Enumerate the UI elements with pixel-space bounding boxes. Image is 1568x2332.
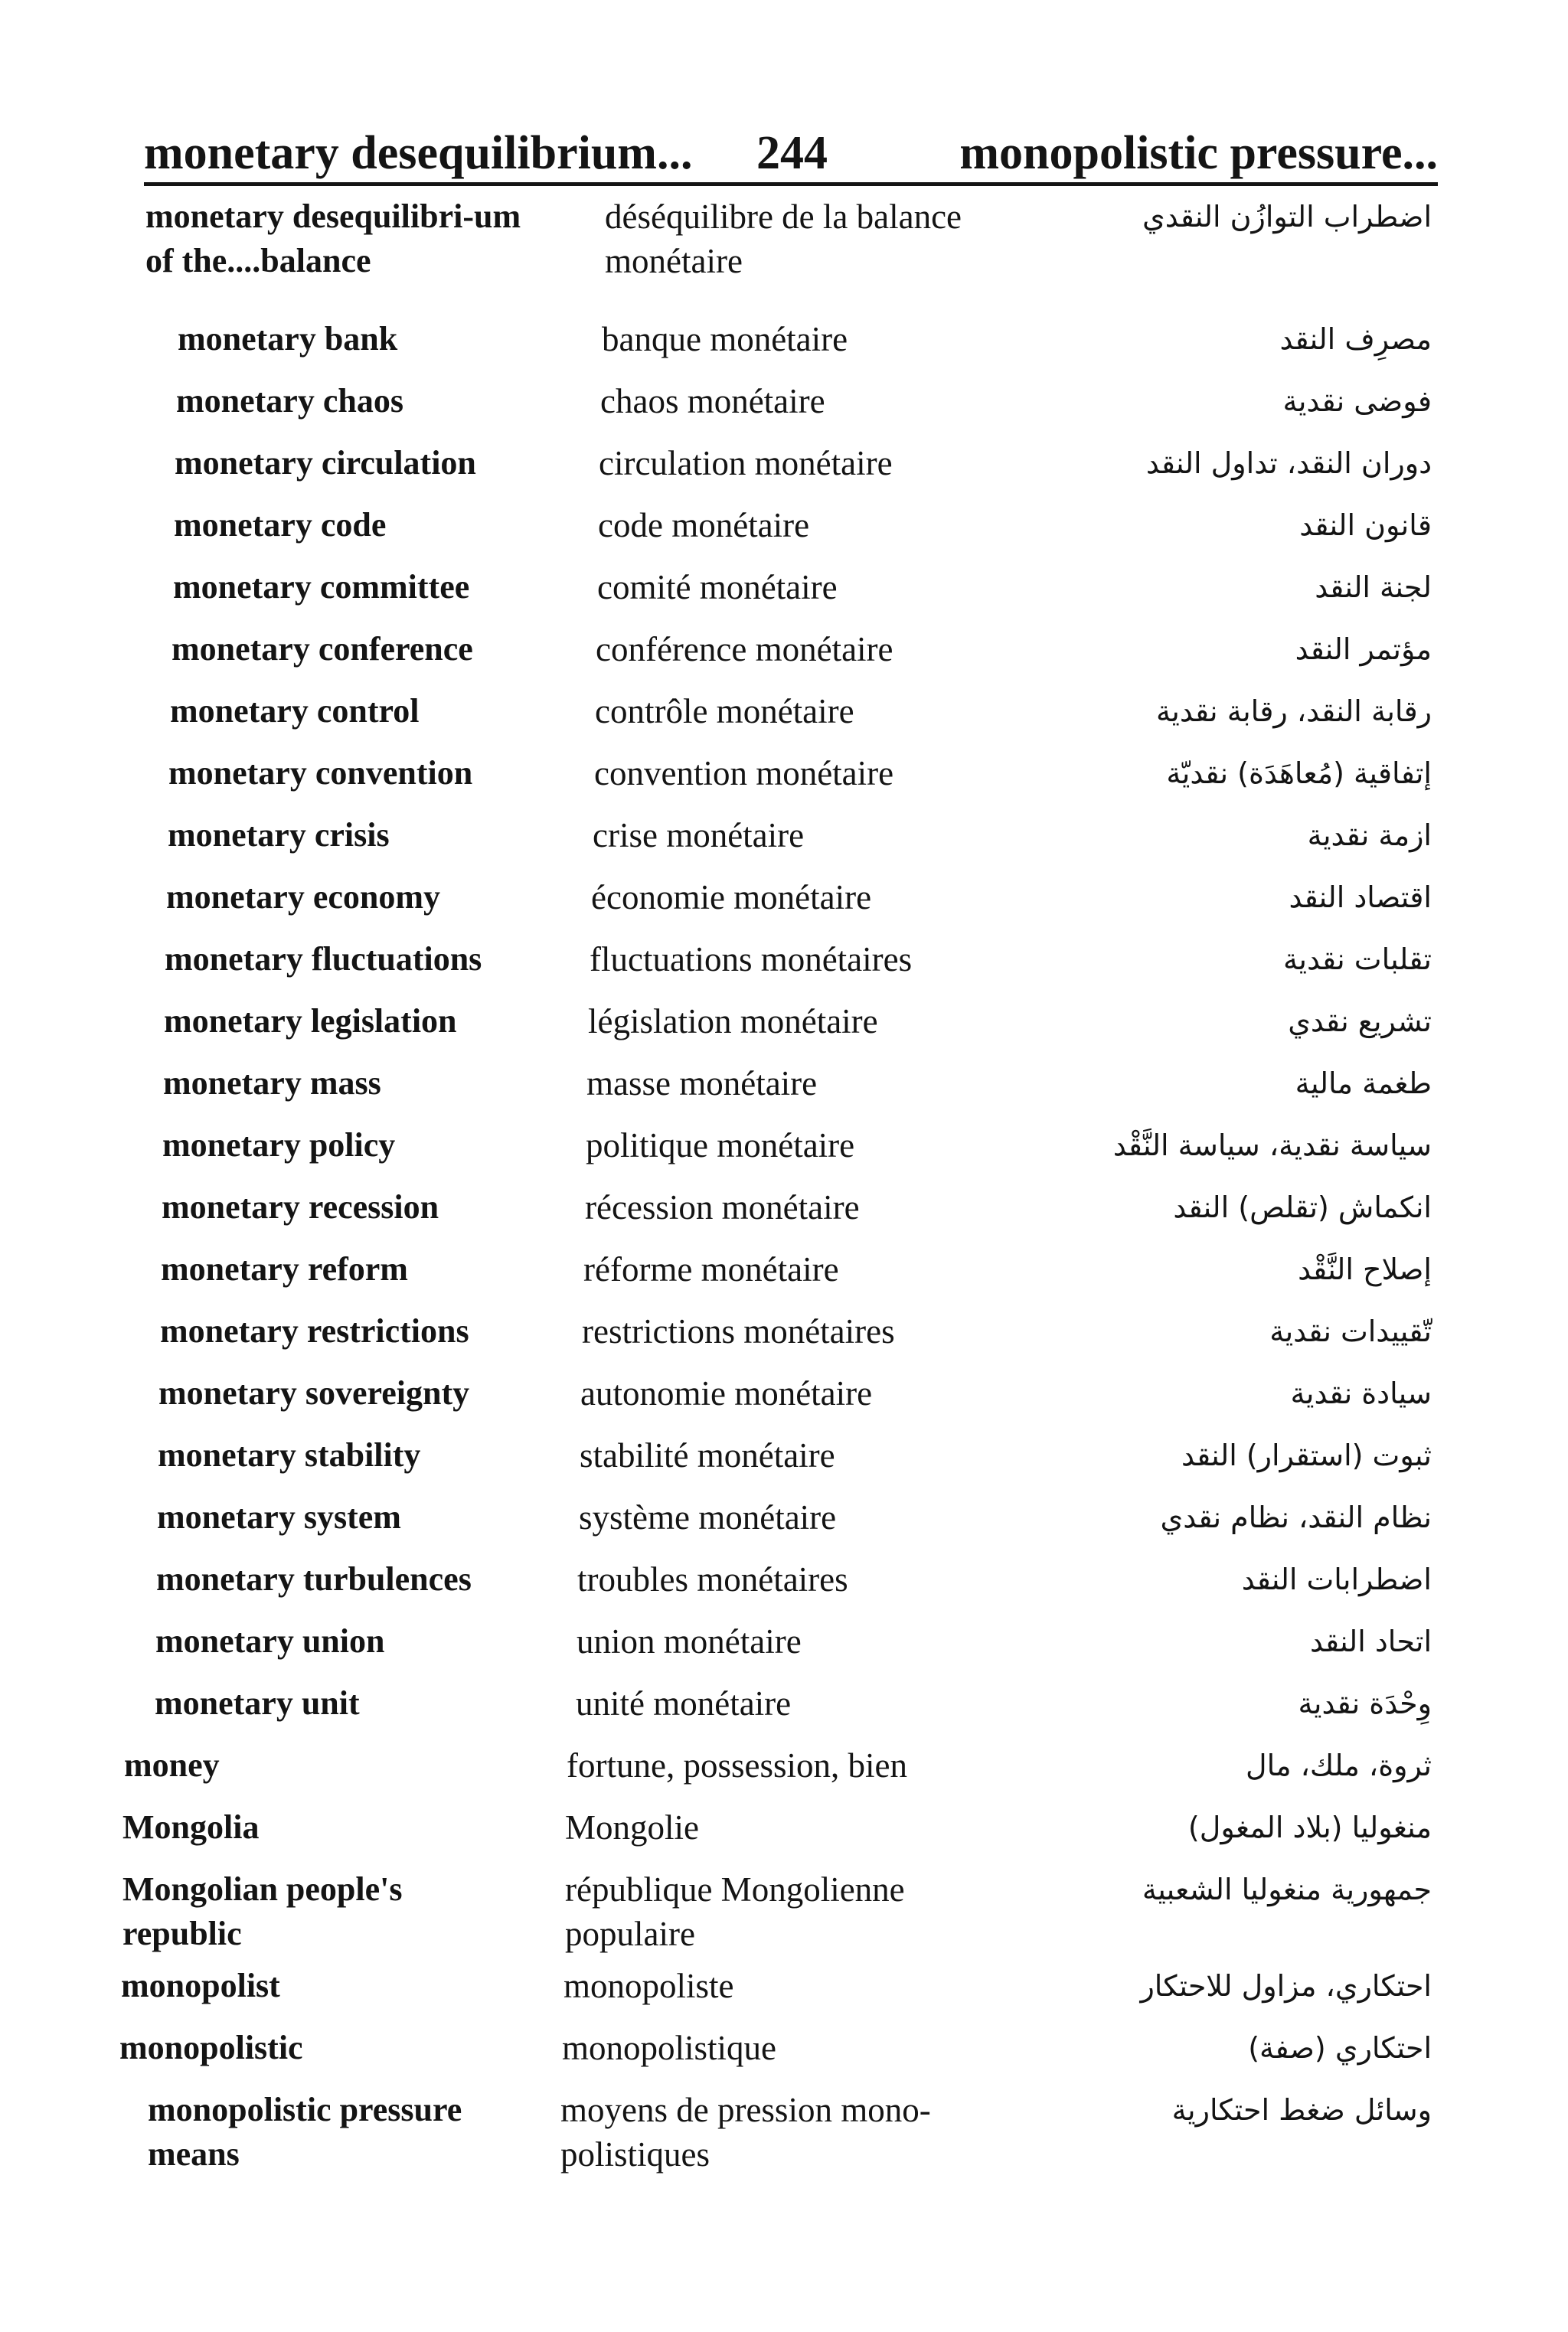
english-term: monopolistic <box>119 2029 303 2066</box>
arabic-term: اضطرابات النقد <box>1241 1563 1432 1596</box>
french-term: contrôle monétaire <box>595 692 854 730</box>
english-term: monetary bank <box>178 320 398 358</box>
french-term: banque monétaire <box>602 320 848 358</box>
arabic-term: سياسة نقدية، سياسة النَّقْد <box>1112 1128 1432 1162</box>
english-term: monetary circulation <box>175 444 476 482</box>
arabic-term: اضطراب التوازُن النقدي <box>1142 200 1432 234</box>
arabic-term: اتحاد النقد <box>1309 1625 1432 1658</box>
list-item <box>0 1360 1568 1422</box>
french-term: conférence monétaire <box>596 630 893 668</box>
french-term: code monétaire <box>598 506 810 544</box>
french-term: fortune, possession, bien <box>567 1746 907 1785</box>
list-item <box>0 2077 1568 2174</box>
french-term: système monétaire <box>579 1498 837 1537</box>
english-term: monetary sovereignty <box>158 1374 470 1412</box>
list-item <box>0 926 1568 988</box>
arabic-term: مصرِف النقد <box>1279 322 1432 356</box>
list-item <box>0 1547 1568 1609</box>
french-term: économie monétaire <box>591 878 872 916</box>
running-header <box>144 122 1438 186</box>
list-item <box>0 740 1568 802</box>
arabic-term: ثروة، ملك، مال <box>1246 1749 1432 1782</box>
list-item <box>0 1174 1568 1236</box>
french-term: réforme monétaire <box>583 1250 839 1288</box>
french-term: unité monétaire <box>576 1684 792 1723</box>
french-term: législation monétaire <box>588 1002 878 1040</box>
arabic-term: ثبوت (استقرار) النقد <box>1181 1439 1432 1472</box>
arabic-term: إصلاح النَّقْد <box>1298 1253 1432 1286</box>
french-term: comité monétaire <box>597 568 838 606</box>
english-term: monetary control <box>170 692 420 730</box>
list-item <box>0 1422 1568 1484</box>
arabic-term: منغوليا (بلاد المغول) <box>1187 1811 1432 1844</box>
french-term: union monétaire <box>577 1622 802 1661</box>
french-term: monopoliste <box>564 1967 734 2005</box>
english-term: monopolist <box>121 1967 280 2004</box>
header-first-entry: monetary desequilibrium... <box>144 127 693 179</box>
list-item <box>0 368 1568 430</box>
header-last-entry: monopolistic pressure... <box>959 127 1438 179</box>
arabic-term: إتفاقية (مُعاهَدَة) نقديّة <box>1166 756 1432 790</box>
list-item <box>0 1484 1568 1547</box>
arabic-term: وِحْدَة نقدية <box>1298 1687 1432 1720</box>
arabic-term: رقابة النقد، رقابة نقدية <box>1155 694 1432 728</box>
english-term: Mongolian people's republic <box>122 1870 403 1952</box>
list-item <box>0 2015 1568 2077</box>
english-term: monetary legislation <box>164 1002 457 1040</box>
list-item <box>0 1609 1568 1671</box>
french-term: restrictions monétaires <box>582 1312 895 1351</box>
english-term: monetary desequilibri-um of the....balance <box>145 198 521 279</box>
french-term: politique monétaire <box>586 1126 855 1164</box>
dictionary-entries <box>0 184 1568 2174</box>
arabic-term: احتكاري، مزاول للاحتكار <box>1140 1969 1432 2003</box>
arabic-term: انكماش (تقلص) النقد <box>1173 1190 1432 1224</box>
arabic-term: تشريع نقدي <box>1288 1004 1432 1038</box>
list-item <box>0 1733 1568 1795</box>
french-term: convention monétaire <box>594 754 894 792</box>
french-term: stabilité monétaire <box>580 1436 835 1475</box>
list-item <box>0 864 1568 926</box>
list-item <box>0 1112 1568 1174</box>
arabic-term: طغمة مالية <box>1295 1066 1432 1100</box>
arabic-term: دوران النقد، تداول النقد <box>1145 446 1432 480</box>
english-term: monetary union <box>155 1622 385 1660</box>
english-term: monetary recession <box>162 1188 439 1226</box>
arabic-term: احتكاري (صفة) <box>1248 2031 1432 2065</box>
english-term: Mongolia <box>122 1808 260 1846</box>
list-item <box>0 306 1568 368</box>
list-item <box>0 1236 1568 1298</box>
list-item <box>0 430 1568 492</box>
french-term: troubles monétaires <box>577 1560 848 1599</box>
list-item <box>0 678 1568 740</box>
french-term: autonomie monétaire <box>580 1374 873 1413</box>
french-term: moyens de pression mono-polistiques <box>560 2091 931 2174</box>
french-term: monopolistique <box>562 2029 776 2067</box>
list-item <box>0 1050 1568 1112</box>
list-item <box>0 1298 1568 1360</box>
page-number: 244 <box>756 127 828 179</box>
english-term: monetary convention <box>168 754 473 792</box>
arabic-term: تقلبات نقدية <box>1283 942 1432 976</box>
french-term: récession monétaire <box>585 1188 860 1226</box>
arabic-term: تّقييدات نقدية <box>1269 1315 1432 1348</box>
english-term: monetary code <box>174 506 387 544</box>
english-term: monetary fluctuations <box>165 940 482 978</box>
english-term: monetary turbulences <box>156 1560 472 1598</box>
list-item <box>0 1795 1568 1857</box>
arabic-term: ازمة نقدية <box>1307 818 1432 852</box>
english-term: monetary restrictions <box>160 1312 469 1350</box>
english-term: monetary stability <box>158 1436 421 1474</box>
arabic-term: نظام النقد، نظام نقدي <box>1160 1501 1432 1534</box>
english-term: monetary chaos <box>176 382 403 420</box>
english-term: monetary committee <box>173 568 470 606</box>
french-term: république Mongolienne populaire <box>565 1870 905 1953</box>
french-term: circulation monétaire <box>599 444 893 482</box>
list-item <box>0 492 1568 554</box>
arabic-term: اقتصاد النقد <box>1289 880 1432 914</box>
arabic-term: جمهورية منغوليا الشعبية <box>1142 1873 1432 1906</box>
list-item <box>0 1953 1568 2015</box>
arabic-term: قانون النقد <box>1299 508 1432 542</box>
english-term: monetary economy <box>166 878 441 916</box>
french-term: masse monétaire <box>586 1064 818 1102</box>
arabic-term: سيادة نقدية <box>1290 1377 1432 1410</box>
list-item <box>0 1857 1568 1953</box>
french-term: Mongolie <box>565 1808 699 1847</box>
arabic-term: مؤتمر النقد <box>1295 632 1432 666</box>
english-term: monetary unit <box>155 1684 360 1722</box>
list-item <box>0 184 1568 306</box>
list-item <box>0 616 1568 678</box>
french-term: déséquilibre de la balance monétaire <box>605 198 962 280</box>
english-term: monetary mass <box>163 1064 381 1102</box>
english-term: monopolistic pressure means <box>148 2091 462 2173</box>
list-item <box>0 554 1568 616</box>
french-term: chaos monétaire <box>600 382 825 420</box>
english-term: monetary policy <box>162 1126 396 1164</box>
english-term: monetary system <box>157 1498 401 1536</box>
list-item <box>0 1671 1568 1733</box>
arabic-term: فوضى نقدية <box>1282 384 1432 418</box>
english-term: monetary crisis <box>168 816 390 854</box>
arabic-term: وسائل ضغط احتكارية <box>1171 2093 1432 2127</box>
english-term: monetary conference <box>172 630 473 668</box>
english-term: monetary reform <box>161 1250 408 1288</box>
list-item <box>0 802 1568 864</box>
list-item <box>0 988 1568 1050</box>
french-term: crise monétaire <box>593 816 805 854</box>
english-term: money <box>124 1746 220 1784</box>
french-term: fluctuations monétaires <box>590 940 913 978</box>
arabic-term: لجنة النقد <box>1315 570 1432 604</box>
